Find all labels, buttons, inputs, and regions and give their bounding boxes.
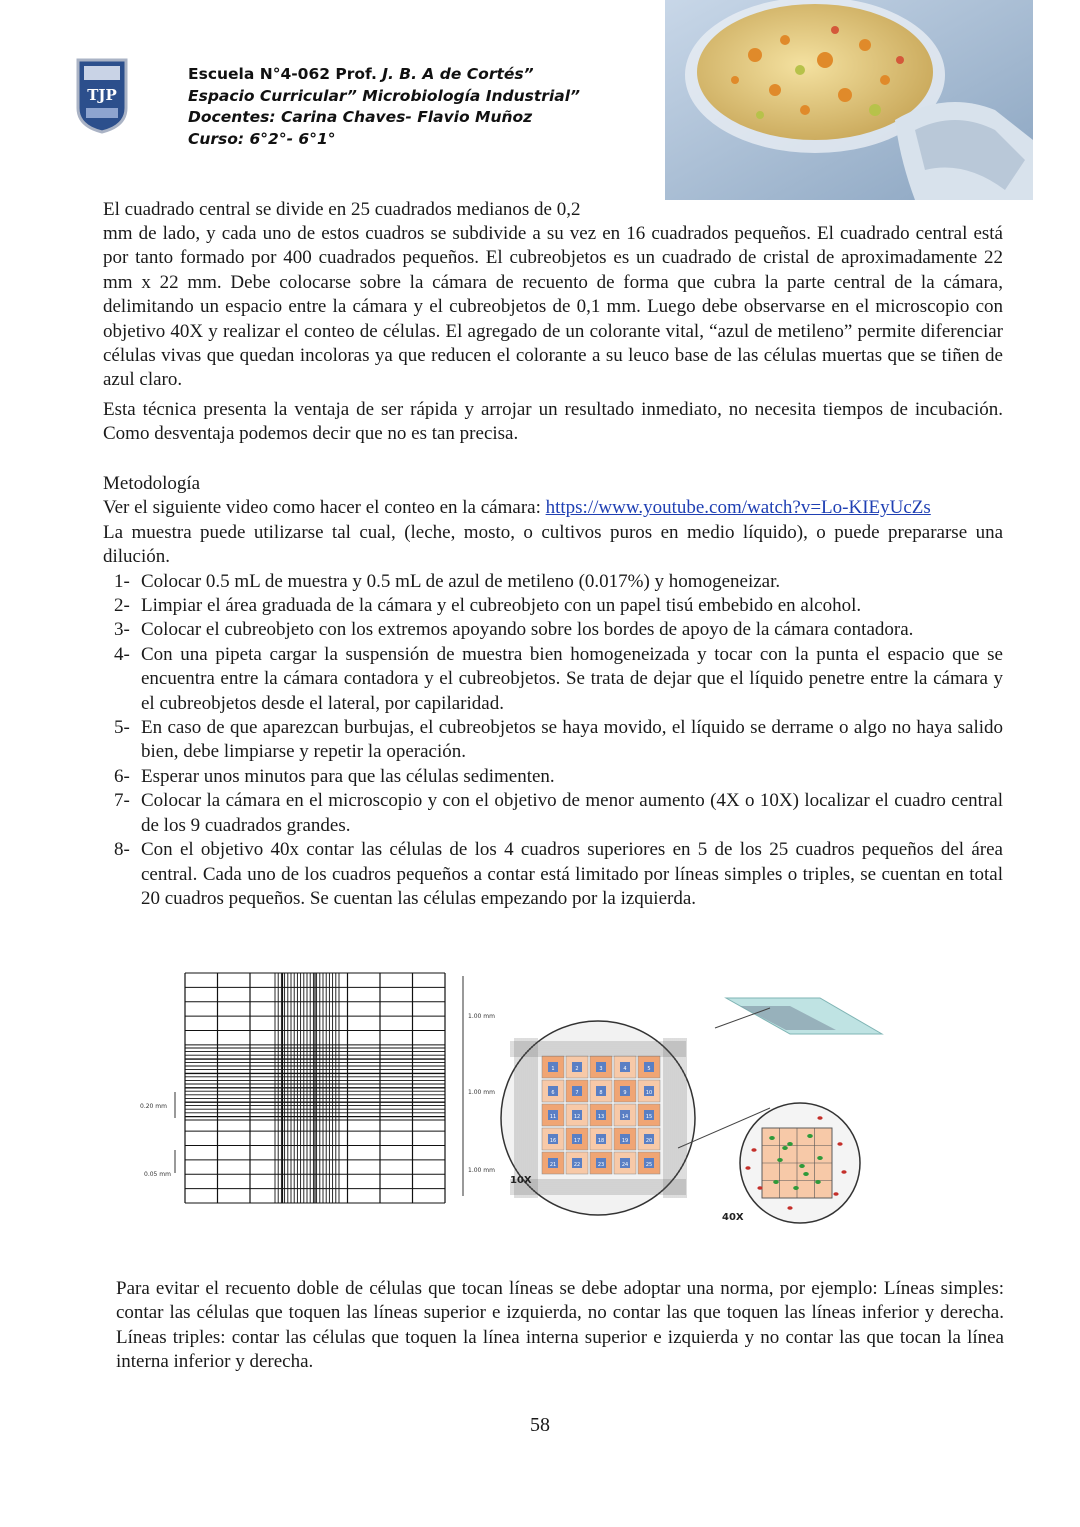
paragraph-1: mm de lado, y cada uno de estos cuadros se subdivide a su vez en 16 cuadrados pequeños. El cuadrado central está por tanto formado por 400 cuadrados pequeños. El cubreobjetos es un cuadrado de cristal de aproximadamente 22 mm x 22 mm. Debe colocarse sobre la cámara de recuento de forma que cubra la parte central de la cámara, delimitando un espacio entre la cámara y el cubreobjetos de 0,1 mm. Luego debe observarse en el microscopio con objetivo 40X y realizar el conteo de células. El agregado de un colorante vital, “azul de metileno” permite diferenciar células vivas que quedan incoloras ya que reducen el colorante a su leuco base de las células muertas que se tiñen de azul claro. bbox=[103, 223, 1003, 391]
dim-label-020: 0.20 mm bbox=[140, 1103, 167, 1110]
grid-number: 9 bbox=[623, 1090, 627, 1096]
step-number: 2- bbox=[114, 595, 130, 617]
paragraph-2: Esta técnica presenta la ventaja de ser rápida y arrojar un resultado inmediato, no necesita tiempos de incubación. Como desventaja podemos decir que no es tan precisa. bbox=[103, 399, 1003, 445]
grid-number: 15 bbox=[645, 1114, 653, 1120]
step-text: Colocar 0.5 mL de muestra y 0.5 mL de azul de metileno (0.017%) y homogeneizar. bbox=[141, 570, 781, 592]
grid-number: 3 bbox=[599, 1066, 603, 1072]
grid-number: 11 bbox=[549, 1114, 557, 1120]
dimension-annotations bbox=[140, 976, 495, 1196]
dead-cell bbox=[833, 1192, 838, 1196]
step-text: Con una pipeta cargar la suspensión de muestra bien homogeneizada y tocar con la punta el espacio que se encuentra entre la cámara contadora y el cubreobjetos. Se trata de dejar que el líquido penetre entre la cámara y el cubreobjetos desde el lateral, por capilaridad. bbox=[141, 643, 1003, 714]
step-item bbox=[103, 618, 1003, 642]
school-logo bbox=[74, 56, 130, 134]
school-line bbox=[188, 64, 580, 86]
hemocytometer-grid bbox=[185, 973, 445, 1203]
dead-cell bbox=[841, 1170, 846, 1174]
step-text: Limpiar el área graduada de la cámara y el cubreobjeto con un papel tisú embebido en alcohol. bbox=[141, 595, 862, 617]
dead-cell bbox=[745, 1166, 750, 1170]
live-cell bbox=[803, 1172, 809, 1176]
grid-number: 18 bbox=[597, 1138, 605, 1144]
sample-paragraph: La muestra puede utilizarse tal cual, (leche, mosto, o cultivos puros en medio líquido), o puede prepararse una dilución. bbox=[103, 521, 1003, 568]
dead-cell bbox=[787, 1206, 792, 1210]
label-10x: 10X bbox=[510, 1175, 532, 1186]
grid-number: 6 bbox=[551, 1090, 555, 1096]
subject-line: Espacio Curricular” Microbiología Industrial” bbox=[188, 86, 581, 105]
grid-number: 21 bbox=[549, 1162, 557, 1168]
grid-number: 19 bbox=[621, 1138, 629, 1144]
dim-label-005: 0.05 mm bbox=[144, 1171, 171, 1178]
step-number: 5- bbox=[114, 717, 130, 739]
grid-number: 2 bbox=[575, 1066, 579, 1072]
paragraph-first-line: El cuadrado central se divide en 25 cuadrados medianos de 0,2 bbox=[103, 199, 581, 220]
page-number: 58 bbox=[530, 1414, 550, 1436]
grid-number: 5 bbox=[647, 1066, 651, 1072]
grid-number: 23 bbox=[597, 1162, 605, 1168]
live-cell bbox=[799, 1164, 805, 1168]
step-number: 1- bbox=[114, 570, 130, 592]
grid-number: 8 bbox=[599, 1090, 603, 1096]
live-cell bbox=[815, 1180, 821, 1184]
grid-number: 10 bbox=[645, 1090, 653, 1096]
dead-cell bbox=[837, 1142, 842, 1146]
step-text: Colocar el cubreobjeto con los extremos apoyando sobre los bordes de apoyo de la cámara contadora. bbox=[141, 619, 914, 641]
school-label: Escuela N°4-062 Prof. bbox=[188, 65, 383, 83]
grid-number: 1 bbox=[551, 1066, 555, 1072]
course-line: Curso: 6°2°- 6°1° bbox=[188, 129, 336, 148]
live-cell bbox=[769, 1136, 775, 1140]
counting-chamber-figure bbox=[130, 968, 890, 1230]
live-cell bbox=[773, 1180, 779, 1184]
grid-number: 22 bbox=[573, 1162, 581, 1168]
grid-number: 14 bbox=[621, 1114, 629, 1120]
step-number: 3- bbox=[114, 619, 130, 641]
petri-dish-photo bbox=[665, 0, 1033, 200]
step-text: En caso de que aparezcan burbujas, el cubreobjetos se haya movido, el líquido se derrame o algo no haya salido bien, debe limpiarse y repetir la operación. bbox=[141, 717, 1003, 763]
step-item bbox=[103, 570, 1003, 594]
methodology-title: Metodología bbox=[103, 473, 201, 494]
dead-cell bbox=[817, 1116, 822, 1120]
step-number: 4- bbox=[114, 643, 130, 665]
grid-number: 12 bbox=[573, 1114, 581, 1120]
grid-number: 24 bbox=[621, 1162, 629, 1168]
step-text: Con el objetivo 40x contar las células de los 4 cuadros superiores en 5 de los 25 cuadros pequeños del área central. Cada uno de los cuadros pequeños a contar está limitado por líneas simples o triples, se cuentan en total 20 cuadros pequeños. Se cuentan las células empezando por la izquierda. bbox=[141, 839, 1003, 909]
label-40x: 40X bbox=[722, 1212, 744, 1223]
step-text: Esperar unos minutos para que las células sedimenten. bbox=[141, 765, 555, 787]
grid-number: 25 bbox=[645, 1162, 653, 1168]
dead-cell bbox=[757, 1186, 762, 1190]
header-block bbox=[188, 64, 580, 150]
grid-number: 20 bbox=[645, 1138, 653, 1144]
grid-number: 13 bbox=[597, 1114, 605, 1120]
dead-cell bbox=[751, 1148, 756, 1152]
video-paragraph bbox=[103, 496, 1003, 520]
steps-list bbox=[103, 570, 1003, 912]
dim-label-top: 1.00 mm bbox=[468, 1013, 495, 1020]
live-cell bbox=[793, 1186, 799, 1190]
teachers-line: Docentes: Carina Chaves- Flavio Muñoz bbox=[188, 108, 533, 126]
step-number: 6- bbox=[114, 765, 130, 787]
dim-label-bottom: 1.00 mm bbox=[468, 1167, 495, 1174]
paragraph-final: Para evitar el recuento doble de células que tocan líneas se debe adoptar una norma, por ejemplo: Líneas simples: contar las células que toquen las líneas superior e izquierda, no contar las que toquen las líneas inferior y derecha. Líneas triples: contar las células que toquen la línea interna superior e izquierda y no contar las que tocan la línea interna inferior y derecha. bbox=[116, 1278, 1004, 1373]
school-name: J. B. A de Cortés” bbox=[382, 65, 534, 83]
video-text: Ver el siguiente video como hacer el conteo en la cámara: bbox=[103, 497, 546, 519]
video-link[interactable]: https://www.youtube.com/watch?v=Lo-KIEyUcZs bbox=[545, 497, 931, 519]
step-item bbox=[103, 594, 1003, 618]
step-text: Colocar la cámara en el microscopio y con el objetivo de menor aumento (4X o 10X) localizar el cuadro central de los 9 cuadrados grandes. bbox=[141, 790, 1003, 836]
live-cell bbox=[787, 1142, 793, 1146]
grid-number: 17 bbox=[573, 1138, 581, 1144]
live-cell bbox=[817, 1156, 823, 1160]
live-cell bbox=[782, 1146, 788, 1150]
step-item bbox=[103, 789, 1003, 838]
logo-text: TJP bbox=[87, 86, 117, 104]
step-item bbox=[103, 838, 1003, 911]
grid-number: 4 bbox=[623, 1066, 627, 1072]
step-item bbox=[103, 765, 1003, 789]
step-number: 7- bbox=[114, 790, 130, 812]
step-item bbox=[103, 716, 1003, 765]
live-cell bbox=[807, 1134, 813, 1138]
methodology-section bbox=[103, 472, 1003, 911]
live-cell bbox=[777, 1158, 783, 1162]
grid-number: 16 bbox=[549, 1138, 557, 1144]
step-item bbox=[103, 643, 1003, 716]
grid-number: 7 bbox=[575, 1090, 579, 1096]
step-number: 8- bbox=[114, 839, 130, 861]
dim-label-middle: 1.00 mm bbox=[468, 1089, 495, 1096]
